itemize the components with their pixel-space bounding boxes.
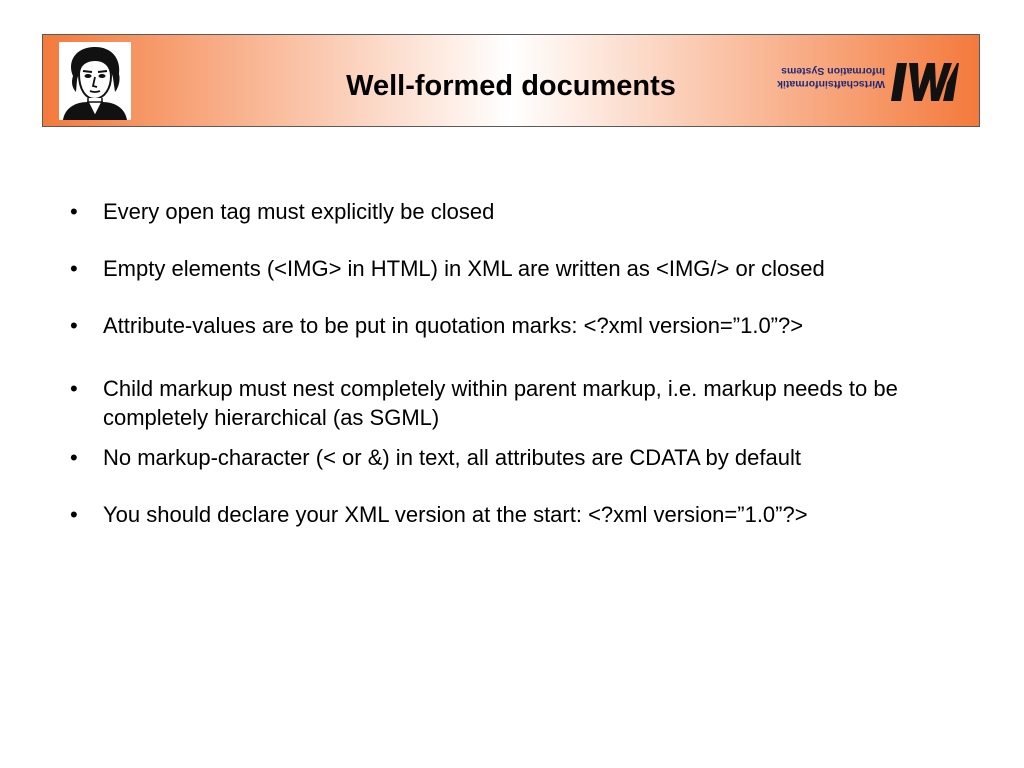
logo-text-line2: Information Systems: [781, 65, 885, 77]
bullet-dot: •: [70, 313, 78, 338]
title-banner: [42, 34, 980, 127]
logo-text: [765, 64, 885, 90]
bullet-text: Empty elements (<IMG> in HTML) in XML are written as <IMG/> or closed: [103, 256, 825, 281]
iwi-logo: [765, 59, 959, 105]
bullet-text: Child markup must nest completely within parent markup, i.e. markup needs to be completely hierarchical (as SGML): [103, 376, 898, 430]
bullet-text: You should declare your XML version at the start: <?xml version=”1.0”?>: [103, 502, 808, 527]
bullet-dot: •: [70, 256, 78, 281]
bullet-dot: •: [70, 502, 78, 527]
goethe-portrait-icon: [59, 42, 131, 120]
bullet-dot: •: [70, 445, 78, 470]
bullet-text: Every open tag must explicitly be closed: [103, 199, 495, 224]
page-title: Well-formed documents: [346, 70, 676, 102]
iwi-logo-mark-icon: [889, 59, 959, 105]
bullet-dot: •: [70, 376, 78, 401]
bullet-text: Attribute-values are to be put in quotation marks: <?xml version=”1.0”?>: [103, 313, 804, 338]
bullet-dot: •: [70, 199, 78, 224]
bullet-text: No markup-character (< or &) in text, all attributes are CDATA by default: [103, 445, 801, 470]
logo-text-line1: Wirtschaftsinformatik: [777, 78, 885, 90]
